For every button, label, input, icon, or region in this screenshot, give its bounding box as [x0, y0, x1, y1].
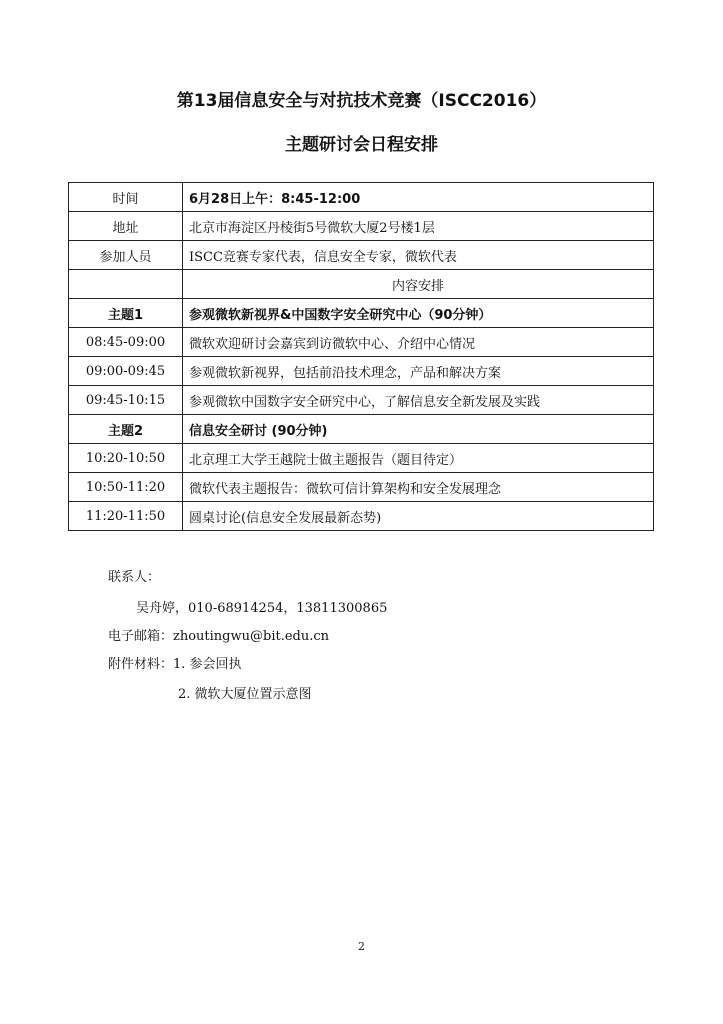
time-value: 6月28日上午：8:45-12:00 — [183, 183, 654, 212]
table-row — [69, 270, 654, 299]
session-time: 09:45-10:15 — [69, 386, 183, 415]
session-desc: 圆桌讨论(信息安全发展最新态势) — [183, 502, 654, 531]
page-number: 2 — [358, 940, 365, 953]
table-row — [69, 386, 654, 415]
time-label: 时间 — [69, 183, 183, 212]
attachments-line-2: 2. 微软大厦位置示意图 — [178, 687, 312, 702]
contact-label: 联系人： — [108, 570, 161, 585]
table-row — [69, 328, 654, 357]
topic1-label: 主题1 — [69, 299, 183, 328]
table-row — [69, 444, 654, 473]
session-time: 09:00-09:45 — [69, 357, 183, 386]
session-time: 08:45-09:00 — [69, 328, 183, 357]
table-row — [69, 241, 654, 270]
session-desc: 北京理工大学王越院士做主题报告（题目待定） — [183, 444, 654, 473]
topic1-title: 参观微软新视界&中国数字安全研究中心（90分钟） — [183, 299, 654, 328]
schedule-table — [68, 182, 654, 531]
contact-person: 吴舟婷，010-68914254，13811300865 — [136, 601, 388, 616]
table-row — [69, 473, 654, 502]
table-row — [69, 357, 654, 386]
attendees-label: 参加人员 — [69, 241, 183, 270]
topic2-title: 信息安全研讨 (90分钟) — [183, 415, 654, 444]
session-desc: 参观微软新视界，包括前沿技术理念，产品和解决方案 — [183, 357, 654, 386]
table-row — [69, 183, 654, 212]
attachments-line: 附件材料：1. 参会回执 — [108, 657, 242, 672]
session-desc: 微软欢迎研讨会嘉宾到访微软中心、介绍中心情况 — [183, 328, 654, 357]
session-time: 11:20-11:50 — [69, 502, 183, 531]
table-row — [69, 212, 654, 241]
document-title: 第13届信息安全与对抗技术竞赛（ISCC2016） — [176, 91, 547, 111]
attendees-value: ISCC竞赛专家代表，信息安全专家，微软代表 — [183, 241, 654, 270]
session-time: 10:50-11:20 — [69, 473, 183, 502]
content-header: 内容安排 — [183, 270, 654, 299]
email-line: 电子邮箱：zhoutingwu@bit.edu.cn — [108, 629, 330, 644]
table-row — [69, 502, 654, 531]
address-value: 北京市海淀区丹棱街5号微软大厦2号楼1层 — [183, 212, 654, 241]
table-row — [69, 415, 654, 444]
table-row — [69, 299, 654, 328]
session-time: 10:20-10:50 — [69, 444, 183, 473]
empty-cell — [69, 270, 183, 299]
session-desc: 参观微软中国数字安全研究中心，了解信息安全新发展及实践 — [183, 386, 654, 415]
session-desc: 微软代表主题报告：微软可信计算架构和安全发展理念 — [183, 473, 654, 502]
topic2-label: 主题2 — [69, 415, 183, 444]
address-label: 地址 — [69, 212, 183, 241]
document-subtitle: 主题研讨会日程安排 — [285, 135, 438, 155]
